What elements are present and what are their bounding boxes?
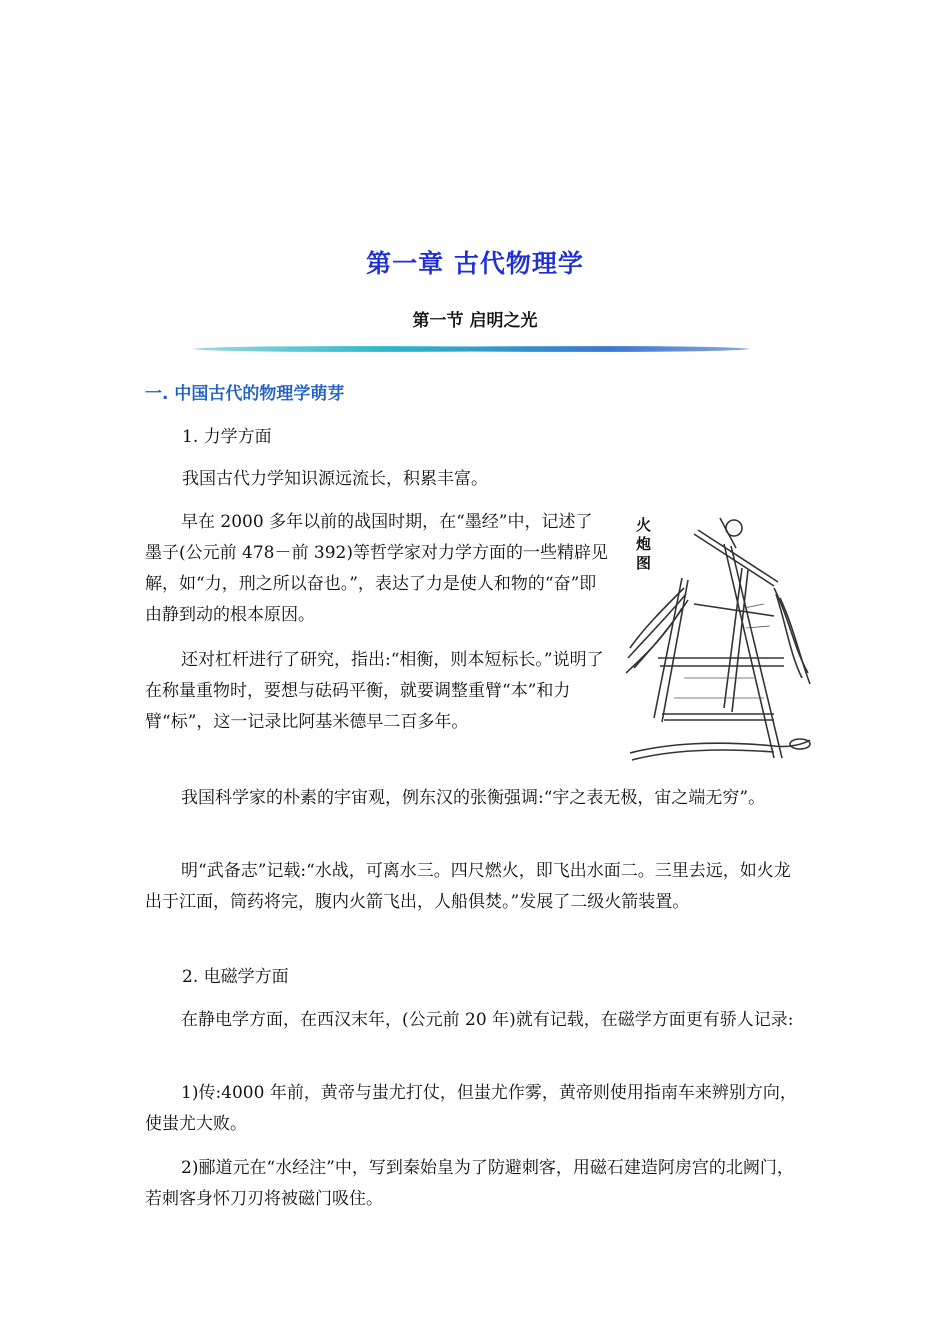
chapter-title: 第一章 古代物理学: [366, 249, 584, 278]
paragraph-2: 早在 2000 多年以前的战国时期，在“墨经”中，记述了墨子(公元前 478－前 392)等哲学家对力学方面的一些精辟见解，如“力，刑之所以奋也。”，表达了力是使人和物的“奋”即由静到动的根本原因。: [145, 512, 608, 625]
decorative-divider: [192, 345, 750, 353]
section-heading: 一. 中国古代的物理学萌芽: [145, 384, 345, 404]
paragraph-6: 在静电学方面，在西汉末年，(公元前 20 年)就有记载，在磁学方面更有骄人记录:: [181, 1010, 794, 1030]
paragraph-5: 明“武备志”记载:“水战，可离水三。四尺燃火，即飞出水面二。三里去远，如火龙出于江面，筒药将完，腹内火箭飞出，人船俱焚。”发展了二级火箭装置。: [145, 861, 791, 912]
paragraph-1: 我国古代力学知识源远流长，积累丰富。: [182, 469, 488, 489]
paragraph-4: 我国科学家的朴素的宇宙观，例东汉的张衡强调:“宇之表无极，宙之端无穷”。: [181, 788, 766, 808]
figure-caption: 火炮图: [636, 516, 652, 572]
paragraph-8: 2)郦道元在“水经注”中，写到秦始皇为了防避刺客，用磁石建造阿房宫的北阙门，若刺客身怀刀刃将被磁门吸住。: [145, 1158, 794, 1209]
paragraph-7: 1)传:4000 年前，黄帝与蚩尤打仗，但蚩尤作雾，黄帝则使用指南车来辨别方向，使蚩尤大败。: [145, 1083, 797, 1134]
subheading-mechanics: 1. 力学方面: [182, 427, 272, 447]
subheading-electromagnetism: 2. 电磁学方面: [182, 967, 289, 987]
section-title: 第一节 启明之光: [412, 311, 538, 331]
paragraph-3: 还对杠杆进行了研究，指出:“相衡，则本短标长。”说明了在称量重物时，要想与砝码平衡，就要调整重臂“本”和力臂“标”，这一记录比阿基米德早二百多年。: [145, 650, 604, 732]
